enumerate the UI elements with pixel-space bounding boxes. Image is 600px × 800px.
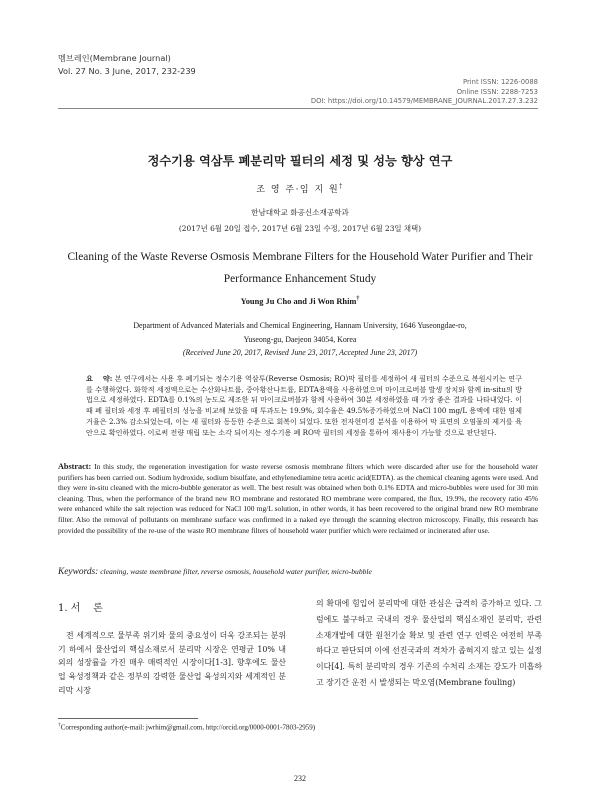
english-affiliation	[80, 319, 520, 347]
section-heading: 1. 서 론	[58, 603, 103, 614]
footnote-mark: †	[58, 722, 61, 728]
header-rule	[58, 108, 538, 109]
page-number: 232	[294, 774, 306, 783]
korean-authors	[0, 182, 600, 195]
english-affiliation-line1: Department of Advanced Materials and Chemical Engineering, Hannam University, 1646 Yuseongdae-ro,	[133, 321, 467, 330]
korean-author-names: 조 영 주·임 지 원	[256, 185, 340, 195]
footnote	[58, 722, 315, 731]
korean-abstract-label: 요 약:	[86, 374, 113, 383]
print-issn: Print ISSN: 1226-0088	[462, 78, 538, 86]
korean-title: 정수기용 역삼투 폐분리막 필터의 세정 및 성능 향상 연구	[147, 154, 453, 168]
online-issn: Online ISSN: 2288-7253	[456, 87, 538, 96]
corresponding-mark-ko: †	[339, 183, 344, 190]
english-abstract-text: In this study, the regeneration investigation for waste reverse osmosis membrane filters which were discarded after use for the household water purifiers has been carried out. Sodium hydroxide, sodium bisulfate, and ethylenediamine tetra acetic acid(EDTA). as the chemical cleaning agents were used. And they were in-situ cleaned with the micro-bubble generator as well. The best result was obtained when both 0.1% EDTA and micro-bubbles were used for 30 min cleaning. Thus, when the performance of the brand new RO membrane and restorated RO membrane were compared, the flux, 19.9%, the recovery ratio 45% were enhanced while the salt rejection was reduced for NaCl 100 mg/L solution, in other words, it has been recovered to the original brand new RO membrane filter. Also the removal of pollutants on membrane surface was confirmed in a naked eye through the scanning electron microscopy. Finally, this research has provided the possibility of the re-use of the waste RO membrane filters of household water purifier which were reclaimed or incinerated after use.	[58, 462, 538, 535]
korean-affiliation: 한남대학교 화공신소재공학과	[251, 208, 349, 217]
english-abstract-label: Abstract:	[58, 462, 92, 471]
keywords	[58, 567, 538, 577]
journal-name: 멤브레인(Membrane Journal)	[58, 53, 171, 63]
corresponding-mark-en: †	[356, 296, 360, 302]
english-author-names: Young Ju Cho and Ji Won Rhim	[240, 296, 357, 306]
keywords-text: cleaning, waste membrane filter, reverse osmosis, household water purifier, micro-bubble	[100, 567, 372, 576]
english-title: Cleaning of the Waste Reverse Osmosis Membrane Filters for the Household Water Purifier and Their Performance Enhancement Study	[67, 251, 533, 285]
english-abstract	[58, 462, 538, 536]
english-dates: (Received June 20, 2017, Revised June 23, 2017, Accepted June 23, 2017)	[182, 348, 418, 357]
body-left-column: 전 세계적으로 물부족 위기와 물의 중요성이 더욱 강조되는 분위기 하에서 물산업의 핵심소재로서 분리막 시장은 연평균 10% 내외의 성장률을 가진 매우 매력적인 시장이다[1-3]. 향후에도 물산업 육성정책과 같은 정부의 강력한 물산업 육성의지와 세계적인 분리막 시장	[58, 631, 286, 695]
korean-abstract-text: 본 연구에서는 사용 후 폐기되는 정수기용 역삼투(Reverse Osmosis; RO)막 필터를 세정하여 새 필터의 수준으로 복원시키는 연구를 수행하였다. 화학적 세정액으로는 수산화나트륨, 중아황산나트륨, EDTA용액을 사용하였으며 마이크로버블 발생 장치와 함께 in-situ의 방법으로 세정하였다. EDTA를 0.1%의 농도로 제조한 뒤 마이크로버블과 함께 사용하여 30분 세정하였을 때 가장 좋은 결과를 나타내었다. 이때 폐 필터와 세정 후 폐필터의 성능을 비교해 보았을 때 투과도는 19.9%, 회수율은 49.5%증가하였으며 NaCl 100 mg/L 용액에 대한 염제거율은 2.3% 감소되었는데, 이는 새 필터와 동등한 수준으로 회복이 되었다. 또한 전자현미경 분석을 이용하여 막 표면의 오염물의 제거를 육안으로 확인하였다. 이로써 전량 매립 또는 소각 되어지는 정수기용 폐 RO막 필터의 세정을 통하여 재사용이 가능할 것으로 판단된다.	[86, 374, 522, 437]
korean-dates: (2017년 6월 20일 접수, 2017년 6월 23일 수정, 2017년 6월 23일 채택)	[178, 224, 422, 233]
english-authors	[0, 296, 600, 306]
keywords-label: Keywords:	[58, 567, 99, 577]
doi-link[interactable]: DOI: https://doi.org/10.14579/MEMBRANE_JOURNAL.2017.27.3.232	[310, 97, 538, 105]
korean-abstract	[86, 374, 522, 438]
english-affiliation-line2: Yuseong-gu, Daejeon 34054, Korea	[243, 335, 357, 344]
footnote-rule	[58, 718, 198, 719]
body-right-column: 의 확대에 힘입어 분리막에 대한 관심은 급격히 증가하고 있다. 그럼에도 불구하고 국내의 경우 물산업의 핵심소재인 분리막, 관련 소재개발에 대한 원천기술 확보 및 관련 연구 인력은 여전히 부족하다고 판단되며 이에 선진국과의 격차가 좁혀지지 않고 있는 실정이다[4]. 특히 분리막의 경우 기존의 수처리 소재는 강도가 미흡하고 장기간 운전 시 발생되는 막오염(Membrane fouling)	[316, 599, 542, 687]
journal-header	[58, 52, 196, 78]
issn-block	[311, 78, 538, 107]
volume-info: Vol. 27 No. 3 June, 2017, 232-239	[58, 66, 196, 76]
footnote-text: Corresponding author(e-mail: jwrhim@gmail.com, http://orcid.org/0000-0001-7803-2959)	[60, 723, 316, 732]
